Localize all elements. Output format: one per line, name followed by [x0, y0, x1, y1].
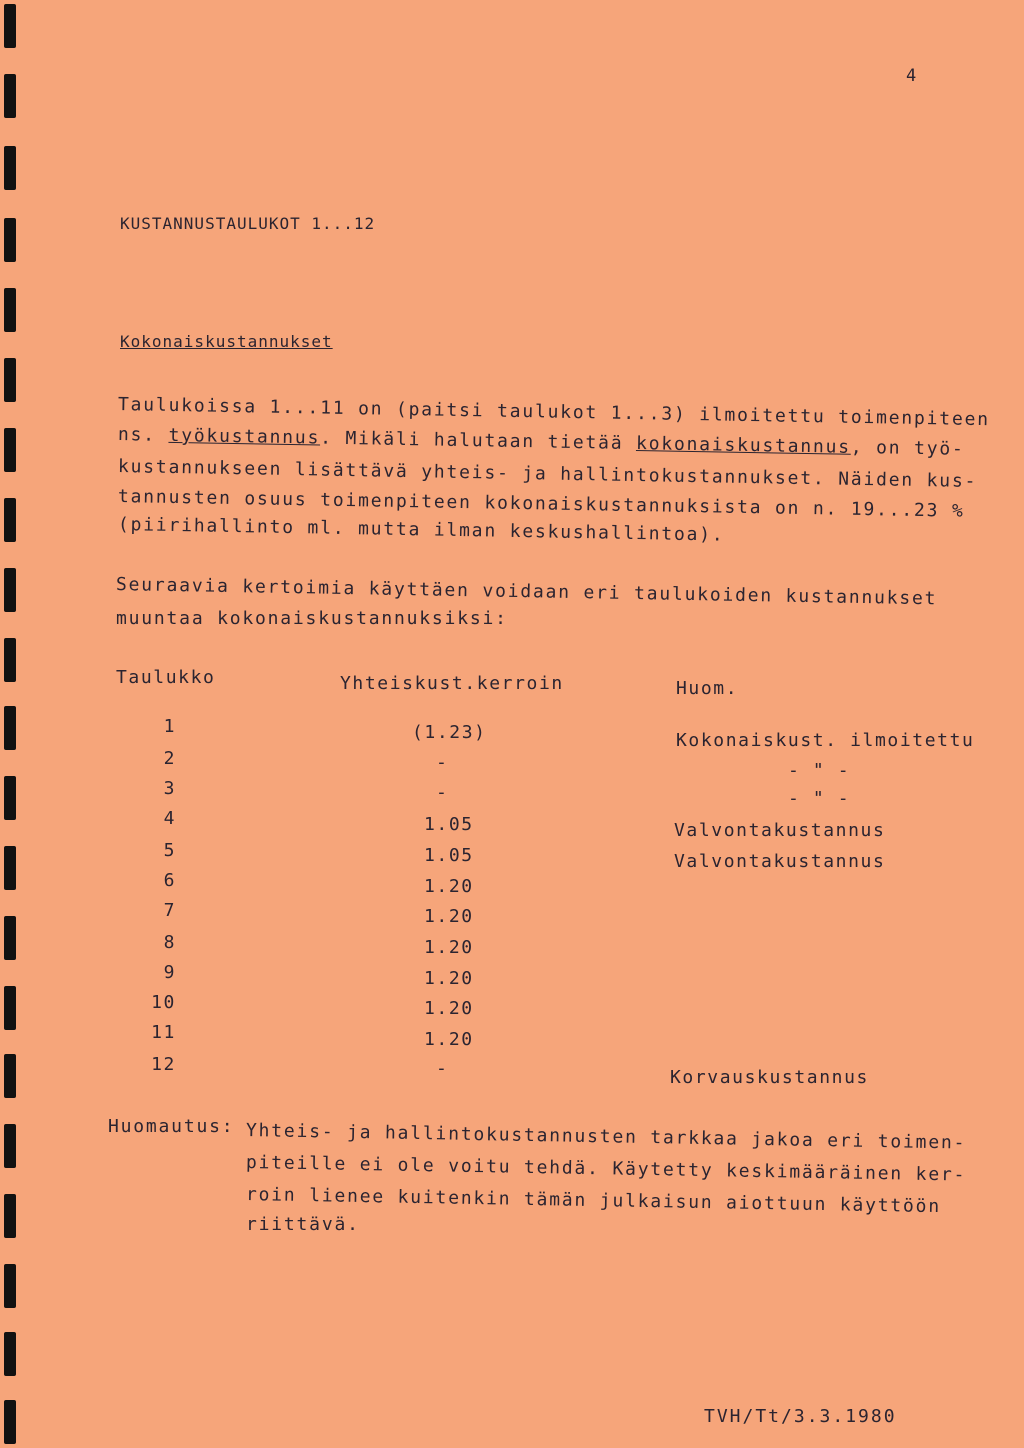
- text: . Mikäli halutaan tietää: [320, 427, 637, 455]
- text: , on työ-: [850, 436, 965, 460]
- page-number: 4: [906, 66, 917, 86]
- binding-hole: [4, 146, 16, 190]
- table-cell-taulukko: 6: [163, 870, 176, 891]
- table-cell-kerroin: 1.20: [424, 1029, 474, 1050]
- paragraph1-line4: tannusten osuus toimenpiteen kokonaiskustannuksista on n. 19...23 %: [117, 486, 965, 522]
- binding-hole: [4, 498, 16, 542]
- table-cell-taulukko: 1: [163, 716, 176, 737]
- table-header-huom: Huom.: [676, 678, 739, 699]
- table-header-taulukko: Taulukko: [116, 667, 216, 688]
- table-cell-taulukko: 9: [163, 962, 176, 983]
- binding-hole: [4, 428, 16, 472]
- underlined-term: työkustannus: [168, 424, 321, 449]
- table-cell-kerroin: 1.20: [424, 998, 474, 1019]
- table-cell-taulukko: 3: [163, 778, 176, 799]
- binding-hole: [4, 358, 16, 402]
- table-cell-kerroin: 1.20: [424, 876, 474, 897]
- table-cell-taulukko: 10: [151, 992, 176, 1013]
- binding-holes: [0, 0, 24, 1448]
- paragraph1-line1: Taulukoissa 1...11 on (paitsi taulukot 1...3) ilmoitettu toimenpiteen: [117, 394, 991, 431]
- table-cell-kerroin: 1.05: [424, 814, 474, 835]
- table-cell-huom: Korvauskustannus: [670, 1067, 869, 1088]
- note-line1: Yhteis- ja hallintokustannusten tarkkaa jakoa eri toimen-: [245, 1120, 967, 1154]
- table-cell-kerroin: (1.23): [412, 722, 487, 743]
- paragraph1-line5: (piirihallinto ml. mutta ilman keskushallintoa).: [117, 514, 725, 546]
- table-cell-taulukko: 8: [163, 932, 176, 953]
- note-line2: piteille ei ole voitu tehdä. Käytetty keskimääräinen ker-: [245, 1152, 967, 1186]
- note-line4: riittävä.: [246, 1214, 360, 1235]
- binding-hole: [4, 1400, 16, 1444]
- binding-hole: [4, 568, 16, 612]
- binding-hole: [4, 1124, 16, 1168]
- table-cell-kerroin: 1.20: [424, 906, 474, 927]
- binding-hole: [4, 916, 16, 960]
- binding-hole: [4, 1264, 16, 1308]
- binding-hole: [4, 706, 16, 750]
- paragraph2-line1: Seuraavia kertoimia käyttäen voidaan eri taulukoiden kustannukset: [115, 574, 938, 610]
- note-line3: roin lienee kuitenkin tämän julkaisun aiottuun käyttöön: [245, 1184, 942, 1218]
- binding-hole: [4, 74, 16, 118]
- table-cell-huom: Valvontakustannus: [674, 820, 886, 841]
- text: ns.: [117, 424, 169, 446]
- binding-hole: [4, 986, 16, 1030]
- binding-hole: [4, 218, 16, 262]
- table-cell-kerroin: 1.20: [424, 937, 474, 958]
- table-cell-taulukko: 5: [163, 840, 176, 861]
- table-cell-kerroin: -: [436, 752, 449, 773]
- table-cell-taulukko: 4: [163, 808, 176, 829]
- table-cell-taulukko: 11: [151, 1022, 176, 1043]
- table-cell-taulukko: 12: [151, 1054, 176, 1075]
- table-cell-huom: Valvontakustannus: [674, 851, 886, 872]
- page-heading: KUSTANNUSTAULUKOT 1...12: [120, 214, 376, 233]
- note-label: Huomautus:: [108, 1116, 235, 1137]
- table-cell-huom: Kokonaiskust. ilmoitettu: [676, 730, 975, 751]
- table-cell-kerroin: 1.05: [424, 845, 474, 866]
- table-header-kerroin: Yhteiskust.kerroin: [340, 673, 564, 694]
- binding-hole: [4, 776, 16, 820]
- table-cell-huom: - " -: [788, 788, 851, 809]
- section-heading: Kokonaiskustannukset: [120, 332, 333, 351]
- table-cell-kerroin: 1.20: [424, 968, 474, 989]
- binding-hole: [4, 1054, 16, 1098]
- binding-hole: [4, 638, 16, 682]
- paragraph2-line2: muuntaa kokonaiskustannuksiksi:: [116, 608, 508, 629]
- table-cell-huom: - " -: [788, 760, 851, 781]
- paragraph1-line2: [118, 424, 965, 460]
- table-cell-taulukko: 2: [163, 748, 176, 769]
- binding-hole: [4, 288, 16, 332]
- document-reference: TVH/Tt/3.3.1980: [704, 1406, 897, 1427]
- table-cell-kerroin: -: [436, 782, 449, 803]
- table-cell-kerroin: -: [436, 1058, 449, 1079]
- table-cell-taulukko: 7: [163, 900, 176, 921]
- binding-hole: [4, 1194, 16, 1238]
- binding-hole: [4, 1332, 16, 1376]
- binding-hole: [4, 4, 16, 48]
- binding-hole: [4, 846, 16, 890]
- underlined-term: kokonaiskustannus: [635, 433, 852, 458]
- paragraph1-line3: kustannukseen lisättävä yhteis- ja hallintokustannukset. Näiden kus-: [117, 456, 978, 492]
